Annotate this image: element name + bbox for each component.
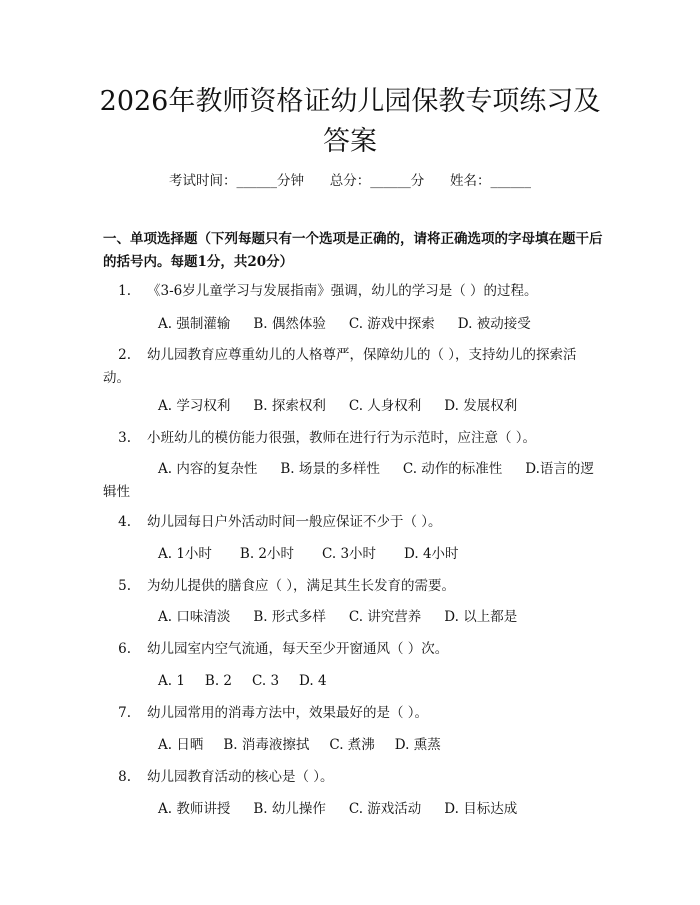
question-7-options xyxy=(103,734,598,757)
option-d: D. 目标达成 xyxy=(444,801,518,817)
question-3 xyxy=(103,427,598,450)
question-number: 4. xyxy=(118,514,131,530)
option-c: C. 讲究营养 xyxy=(348,609,422,625)
option-a: A. 内容的复杂性 xyxy=(158,461,258,477)
exam-meta-line: 考试时间：______分钟 总分：______分 姓名：______ xyxy=(169,173,531,189)
option-c: C. 3小时 xyxy=(322,546,377,562)
option-b: B. 2小时 xyxy=(239,546,295,562)
page-title: 2026年教师资格证幼儿园保教专项练习及答案 xyxy=(99,86,601,157)
question-6 xyxy=(103,638,598,661)
question-5-options xyxy=(103,606,598,629)
section-heading: 一、单项选择题（下列每题只有一个选项是正确的，请将正确选项的字母填在题干后的括号内。每题1分，共20分） xyxy=(103,231,603,270)
question-3-options xyxy=(103,458,598,504)
option-c: C. 3 xyxy=(252,673,280,689)
option-c: C. 游戏中探索 xyxy=(348,316,435,332)
option-b: B. 幼儿操作 xyxy=(253,801,326,817)
question-7 xyxy=(103,702,598,725)
question-5 xyxy=(103,575,598,598)
option-b: B. 消毒液擦拭 xyxy=(223,737,310,753)
question-stem: 《3-6岁儿童学习与发展指南》强调，幼儿的学习是（ ）的过程。 xyxy=(147,283,538,299)
option-c: C. 动作的标准性 xyxy=(402,461,503,477)
question-stem: 幼儿园每日户外活动时间一般应保证不少于（ ）。 xyxy=(147,514,442,530)
question-number: 6. xyxy=(118,641,131,657)
option-a: A. 1 xyxy=(158,673,185,689)
question-stem: 幼儿园教育应尊重幼儿的人格尊严，保障幼儿的（ ），支持幼儿的探索活动。 xyxy=(103,347,577,386)
option-c: C. 游戏活动 xyxy=(348,801,422,817)
option-a: A. 口味清淡 xyxy=(158,609,231,625)
option-a: A. 日晒 xyxy=(158,737,204,753)
question-8 xyxy=(103,766,598,789)
option-d: D. 4小时 xyxy=(404,546,459,562)
option-d: D. 熏蒸 xyxy=(394,737,441,753)
question-stem: 幼儿园常用的消毒方法中，效果最好的是（ ）。 xyxy=(147,705,429,721)
option-d: D. 4 xyxy=(299,673,327,689)
option-a: A. 学习权利 xyxy=(158,398,231,414)
question-number: 8. xyxy=(118,769,131,785)
option-d: D. 被动接受 xyxy=(457,316,531,332)
question-number: 1. xyxy=(118,283,131,299)
question-4 xyxy=(103,511,598,534)
question-number: 2. xyxy=(118,347,131,363)
question-2 xyxy=(103,344,598,390)
question-stem: 为幼儿提供的膳食应（ ），满足其生长发育的需要。 xyxy=(147,578,456,594)
option-b: B. 2 xyxy=(204,673,233,689)
option-d: D. 以上都是 xyxy=(444,609,518,625)
question-8-options xyxy=(103,798,598,821)
question-number: 7. xyxy=(118,705,131,721)
question-6-options xyxy=(103,670,598,693)
option-a: A. 强制灌输 xyxy=(158,316,231,332)
question-2-options xyxy=(103,395,598,418)
question-4-options xyxy=(103,543,598,566)
question-stem: 幼儿园教育活动的核心是（ ）。 xyxy=(147,769,334,785)
option-b: B. 偶然体验 xyxy=(253,316,326,332)
question-stem: 小班幼儿的模仿能力很强，教师在进行行为示范时，应注意（ ）。 xyxy=(147,430,537,446)
option-a: A. 教师讲授 xyxy=(158,801,231,817)
option-d: D. 发展权利 xyxy=(444,398,518,414)
option-c: C. 煮沸 xyxy=(329,737,375,753)
option-a: A. 1小时 xyxy=(158,546,212,562)
question-stem: 幼儿园室内空气流通，每天至少开窗通风（ ）次。 xyxy=(147,641,449,657)
option-c: C. 人身权利 xyxy=(348,398,422,414)
question-1 xyxy=(103,280,598,303)
question-number: 5. xyxy=(118,578,131,594)
option-b: B. 形式多样 xyxy=(253,609,326,625)
option-d: D.语言的逻辑性 xyxy=(103,461,594,500)
question-number: 3. xyxy=(118,430,131,446)
question-1-options xyxy=(103,313,598,336)
option-b: B. 场景的多样性 xyxy=(280,461,380,477)
option-b: B. 探索权利 xyxy=(253,398,326,414)
